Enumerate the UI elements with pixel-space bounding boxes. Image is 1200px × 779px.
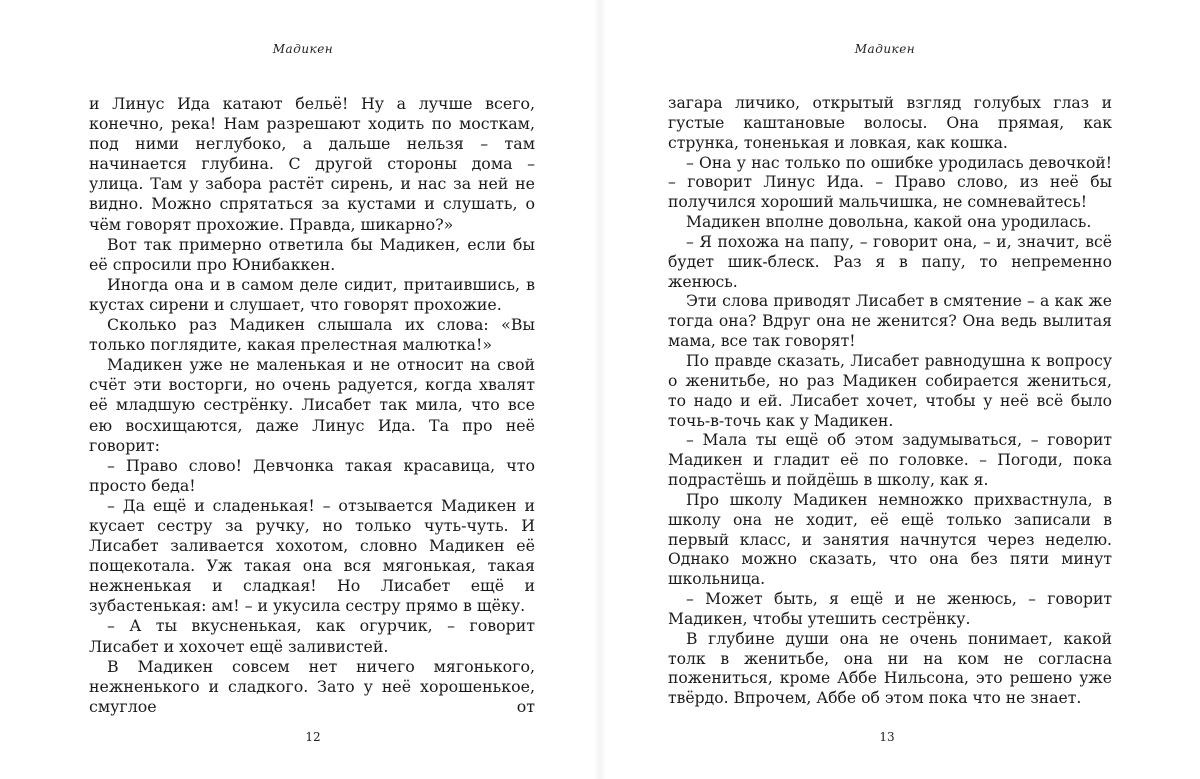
paragraph: – Я похожа на папу, – говорит она, – и, значит, всё будет шик-блеск. Раз я в папу, то непременно женюсь. [668,232,1112,291]
page-number: 13 [879,730,895,744]
page-number: 12 [305,730,321,744]
paragraph: Мадикен вполне довольна, какой она уродилась. [686,213,1092,232]
paragraph: – Может быть, я ещё и не женюсь, – говорит Мадикен, чтобы утешить сестрёнку. [668,590,1112,628]
paragraph: Про школу Мадикен немножко прихвастнула, в школу она не ходит, её ещё только записали в первый класс, и занятия начнутся через неделю. Однако можно сказать, что она без пяти минут школьница. [668,490,1112,589]
paragraph: загара личико, открытый взгляд голубых глаз и густые каштановые волосы. Она прямая, как струнка, тоненькая и ловкая, как кошка. [668,94,1112,152]
page-body [668,94,1112,709]
running-head: Мадикен [854,42,916,56]
paragraph: и Линус Ида катают бельё! Ну а лучше всего, конечно, река! Нам разрешают ходить по мосткам, под ними неглубоко, а дальше нельзя – там начинается глубина. С другой стороны дома – улица. Там у забора растёт сирень, и нас за ней не видно. Можно спрятаться за кустами и слушать, о чём говорят прохожие. Правда, шикарно?» [89,94,535,234]
paragraph: – А ты вкусненькая, как огурчик, – говорит Лисабет и хохочет ещё заливистей. [89,616,535,656]
paragraph: – Мала ты ещё об этом задумываться, – говорит Мадикен и гладит её по головке. – Погоди, пока подрастёшь и пойдёшь в школу, как я. [668,431,1112,490]
paragraph: Мадикен уже не маленькая и не относит на свой счёт эти восторги, но очень радуется, когда хвалят её младшую сестрёнку. Лисабет так мила, что все ею восхищаются, даже Линус Ида. Та про неё говорит: [89,355,535,455]
page-body [89,94,535,717]
paragraph: Вот так примерно ответила бы Мадикен, если бы её спросили про Юнибаккен. [89,234,535,274]
paragraph: – Да ещё и сладенькая! – отзывается Мадикен и кусает сестру за ручку, но только чуть-чуть. И Лисабет заливается хохотом, словно Мадикен её пощекотала. Уж такая она вся мягонькая, такая нежненькая и сладкая! Но Лисабет ещё и зубастенькая: ам! – и укусила сестру прямо в щёку. [89,495,535,616]
paragraph: Иногда она и в самом деле сидит, притаившись, в кустах сирени и слушает, что говорят прохожие. [89,274,535,314]
paragraph: В Мадикен совсем нет ничего мягонького, нежненького и сладкого. Зато у неё хорошенькое, смуглое от [89,656,535,716]
paragraph: Сколько раз Мадикен слышала их слова: «Вы только поглядите, какая прелестная малютка!» [89,315,535,355]
running-head: Мадикен [272,42,334,56]
paragraph: По правде сказать, Лисабет равнодушна к вопросу о женитьбе, но раз Мадикен собирается жениться, то надо и ей. Лисабет хочет, чтобы у неё всё было точь-в-точь как у Мадикен. [668,351,1112,430]
paragraph: В глубине души она не очень понимает, какой толк в женитьбе, она ни на ком не согласна пожениться, кроме Аббе Нильсона, это решено уже твёрдо. Впрочем, Аббе об этом пока что не знает. [668,629,1112,708]
paragraph: – Право слово! Девчонка такая красавица, что просто беда! [89,455,535,495]
paragraph: Эти слова приводят Лисабет в смятение – а как же тогда она? Вдруг она не женится? Она ведь вылитая мама, все так говорят! [668,292,1112,351]
paragraph: – Она у нас только по ошибке уродилась девочкой! – говорит Линус Ида. – Право слово, из неё бы получился хороший мальчишка, не сомневайтесь! [668,153,1112,212]
right-page [600,0,1200,779]
